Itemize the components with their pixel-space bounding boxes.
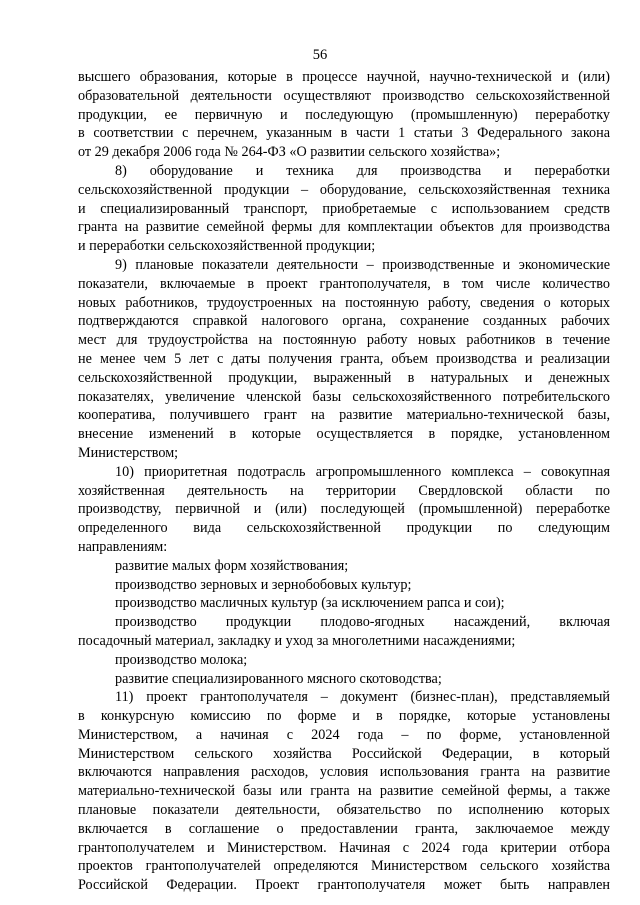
text-line: Министерством; <box>78 444 179 461</box>
text-line: производству, первичной и (или) последующей (промышленной) переработке <box>78 501 610 518</box>
text-line: хозяйственная деятельность на территории Свердловской области по <box>78 482 610 499</box>
text-line: сельскохозяйственной продукции, выраженный в натуральных и денежных <box>78 369 610 386</box>
text-line: кооператива, получившего грант на развитие материально-технической базы, <box>78 407 610 424</box>
text-line: новых работников, трудоустроенных на постоянную работу, сведения о которых <box>78 294 610 311</box>
text-line: от 29 декабря 2006 года № 264-ФЗ «О развитии сельского хозяйства»; <box>78 144 501 161</box>
text-line: образовательной деятельности осуществляют производство сельскохозяйственной <box>78 87 610 104</box>
text-line: Российской Федерации. Проект грантополучателя может быть направлен <box>78 877 610 894</box>
text-line: 10) приоритетная подотрасль агропромышленного комплекса – совокупная <box>115 463 610 480</box>
text-line: показателях, увеличение членской базы сельскохозяйственного потребительского <box>78 388 610 405</box>
text-line: продукции, ее первичную и последующую (промышленную) переработку <box>78 106 610 123</box>
text-line: внесение изменений в которые осуществляется в порядке, установленном <box>78 426 610 443</box>
text-line: мест для трудоустройства на постоянную работу новых работников в течение <box>78 332 610 349</box>
text-line: проектов грантополучателей определяются Министерством сельского хозяйства <box>78 858 610 875</box>
text-line: 9) плановые показатели деятельности – производственные и экономические <box>115 256 610 273</box>
text-line: не менее чем 5 лет с даты получения гранта, объем производства и реализации <box>78 350 610 367</box>
text-line: плановые показатели деятельности, обязательство по исполнению которых <box>78 802 610 819</box>
text-line: подтверждаются справкой налогового органа, сохранение созданных рабочих <box>78 313 610 330</box>
text-line: производство масличных культур (за исключением рапса и сои); <box>115 595 505 612</box>
text-line: включается в соглашение о предоставлении гранта, заключаемое между <box>78 820 610 837</box>
text-line: посадочный материал, закладку и уход за многолетними насаждениями; <box>78 632 516 649</box>
text-line: развитие малых форм хозяйствования; <box>115 557 349 574</box>
text-line: и специализированный транспорт, приобретаемые с использованием средств <box>78 200 610 217</box>
document-body <box>78 68 610 895</box>
text-line: определенного вида сельскохозяйственной продукции по следующим <box>78 520 610 537</box>
text-line: производство молока; <box>115 651 248 668</box>
text-line: гранта на развитие семейной фермы для комплектации объектов для производства <box>78 219 610 236</box>
text-line: производство зерновых и зернобобовых культур; <box>115 576 412 593</box>
text-line: в конкурсную комиссию по форме и в порядке, которые установлены <box>78 708 610 725</box>
text-line: включаются направления расходов, условия использования гранта на развитие <box>78 764 610 781</box>
text-line: Министерством, а начиная с 2024 года – по форме, установленной <box>78 726 610 743</box>
text-line: материально-технической базы или гранта на развитие семейной фермы, а также <box>78 783 610 800</box>
text-line: Министерством сельского хозяйства Российской Федерации, в который <box>78 745 610 762</box>
text-line: показатели, включаемые в проект грантополучателя, в том числе количество <box>78 275 610 292</box>
page-number: 56 <box>312 47 328 63</box>
text-line: сельскохозяйственной продукции – оборудование, сельскохозяйственная техника <box>78 181 610 198</box>
text-line: 11) проект грантополучателя – документ (бизнес-план), представляемый <box>115 689 610 706</box>
text-line: грантополучателем и Министерством. Начиная с 2024 года критерии отбора <box>78 839 610 856</box>
text-line: 8) оборудование и техника для производства и переработки <box>115 162 610 179</box>
text-line: и переработки сельскохозяйственной продукции; <box>78 238 376 255</box>
text-line: производство продукции плодово-ягодных насаждений, включая <box>115 614 610 631</box>
text-line: высшего образования, которые в процессе научной, научно-технической и (или) <box>78 69 610 85</box>
text-line: в соответствии с перечнем, указанным в части 1 статьи 3 Федерального закона <box>78 125 610 142</box>
text-line: направлениям: <box>78 538 168 555</box>
text-line: развитие специализированного мясного скотоводства; <box>115 670 442 687</box>
